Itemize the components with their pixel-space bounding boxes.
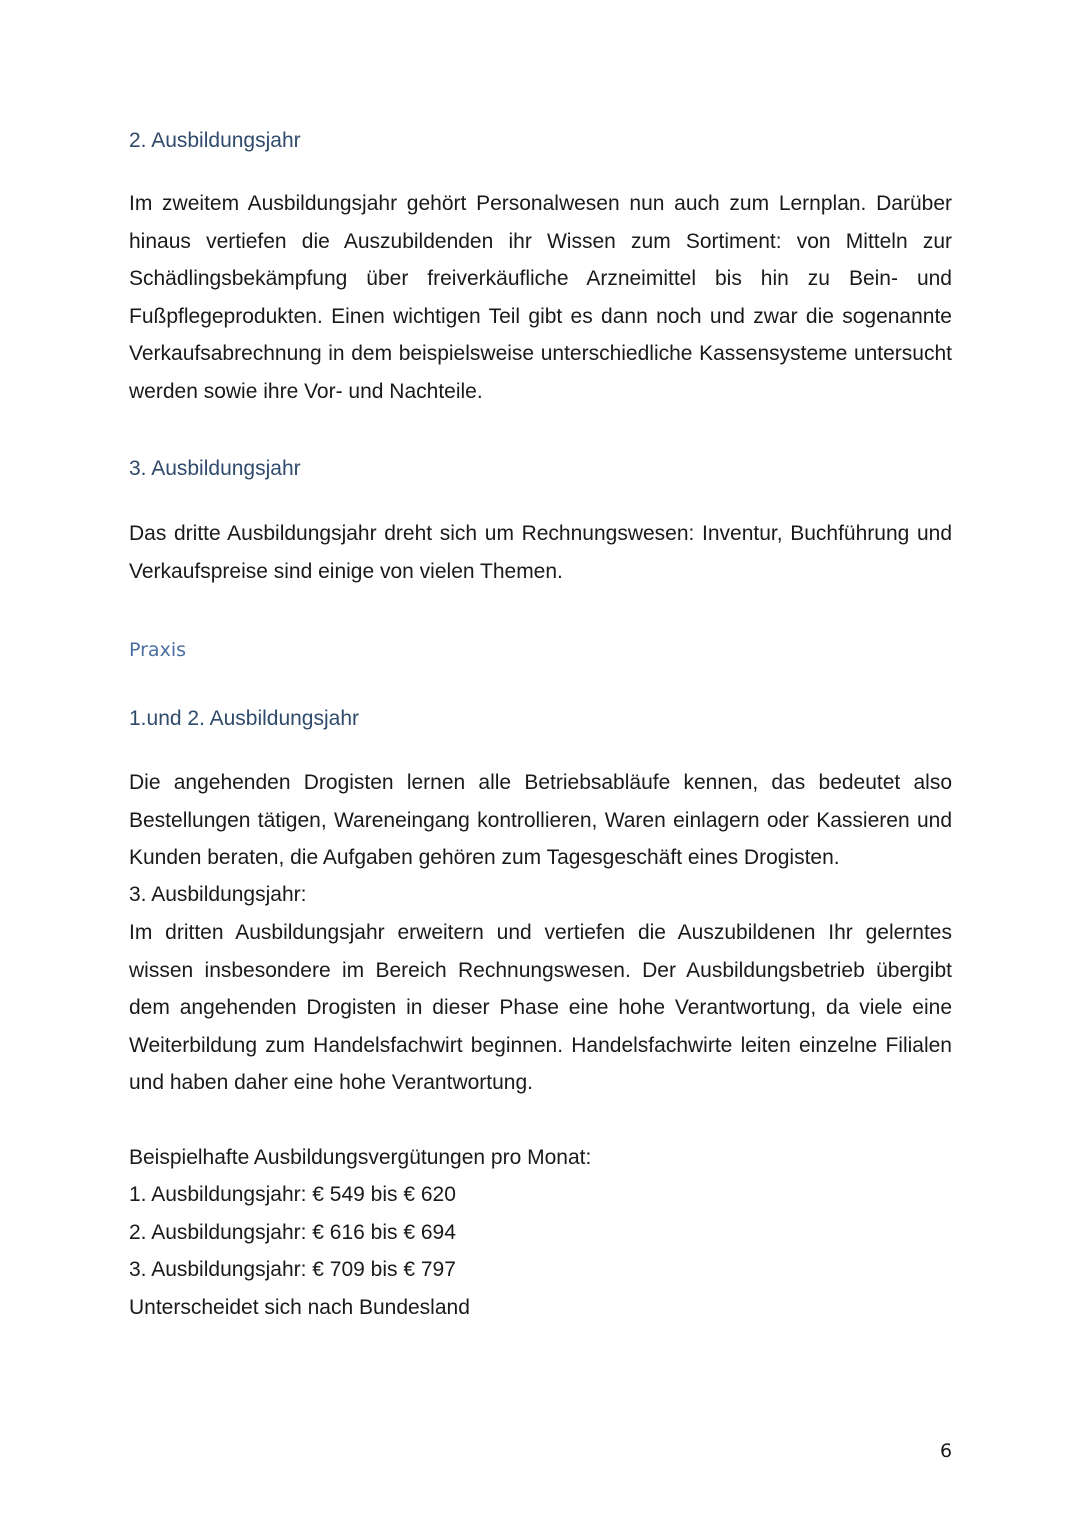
paragraph-year3: Das dritte Ausbildungsjahr dreht sich um Rechnungswesen: Inventur, Buchführung und Verkaufspreise sind einige von vielen Themen.	[129, 522, 952, 583]
section-label-praxis: Praxis	[129, 639, 186, 661]
heading-praxis-years: 1.und 2. Ausbildungsjahr	[129, 707, 360, 730]
page-number: 6	[940, 1440, 953, 1462]
salary-note: Unterscheidet sich nach Bundesland	[129, 1296, 470, 1319]
paragraph-praxis-2: Im dritten Ausbildungsjahr erweitern und vertiefen die Auszubildenen Ihr gelerntes wissen insbesondere im Bereich Rechnungswesen. Der Ausbildungsbetrieb übergibt dem angehenden Drogisten in dieser Phase eine hohe Verantwortung, da viele eine Weiterbildung zum Handelsfachwirt beginnen. Handelsfachwirte leiten einzelne Filialen und haben daher eine hohe Verantwortung.	[129, 921, 952, 1095]
heading-year3: 3. Ausbildungsjahr	[129, 457, 301, 480]
salary-line-3: 3. Ausbildungsjahr: € 709 bis € 797	[129, 1258, 456, 1281]
heading-year2: 2. Ausbildungsjahr	[129, 129, 301, 152]
salary-title: Beispielhafte Ausbildungsvergütungen pro Monat:	[129, 1146, 592, 1169]
salary-line-1: 1. Ausbildungsjahr: € 549 bis € 620	[129, 1183, 456, 1206]
paragraph-year2: Im zweitem Ausbildungsjahr gehört Personalwesen nun auch zum Lernplan. Darüber hinaus vertiefen die Auszubildenden ihr Wissen zum Sortiment: von Mitteln zur Schädlingsbekämpfung über freiverkäufliche Arzneimittel bis hin zu Bein- und Fußpflegeprodukten. Einen wichtigen Teil gibt es dann noch und zwar die sogenannte Verkaufsabrechnung in dem beispielsweise unterschiedliche Kassensysteme untersucht werden sowie ihre Vor- und Nachteile.	[129, 192, 952, 403]
subheading-praxis-year3: 3. Ausbildungsjahr:	[129, 883, 307, 906]
salary-line-2: 2. Ausbildungsjahr: € 616 bis € 694	[129, 1221, 456, 1244]
paragraph-praxis-1: Die angehenden Drogisten lernen alle Betriebsabläufe kennen, das bedeutet also Bestellungen tätigen, Wareneingang kontrollieren, Waren einlagern oder Kassieren und Kunden beraten, die Aufgaben gehören zum Tagesgeschäft eines Drogisten.	[129, 771, 952, 870]
